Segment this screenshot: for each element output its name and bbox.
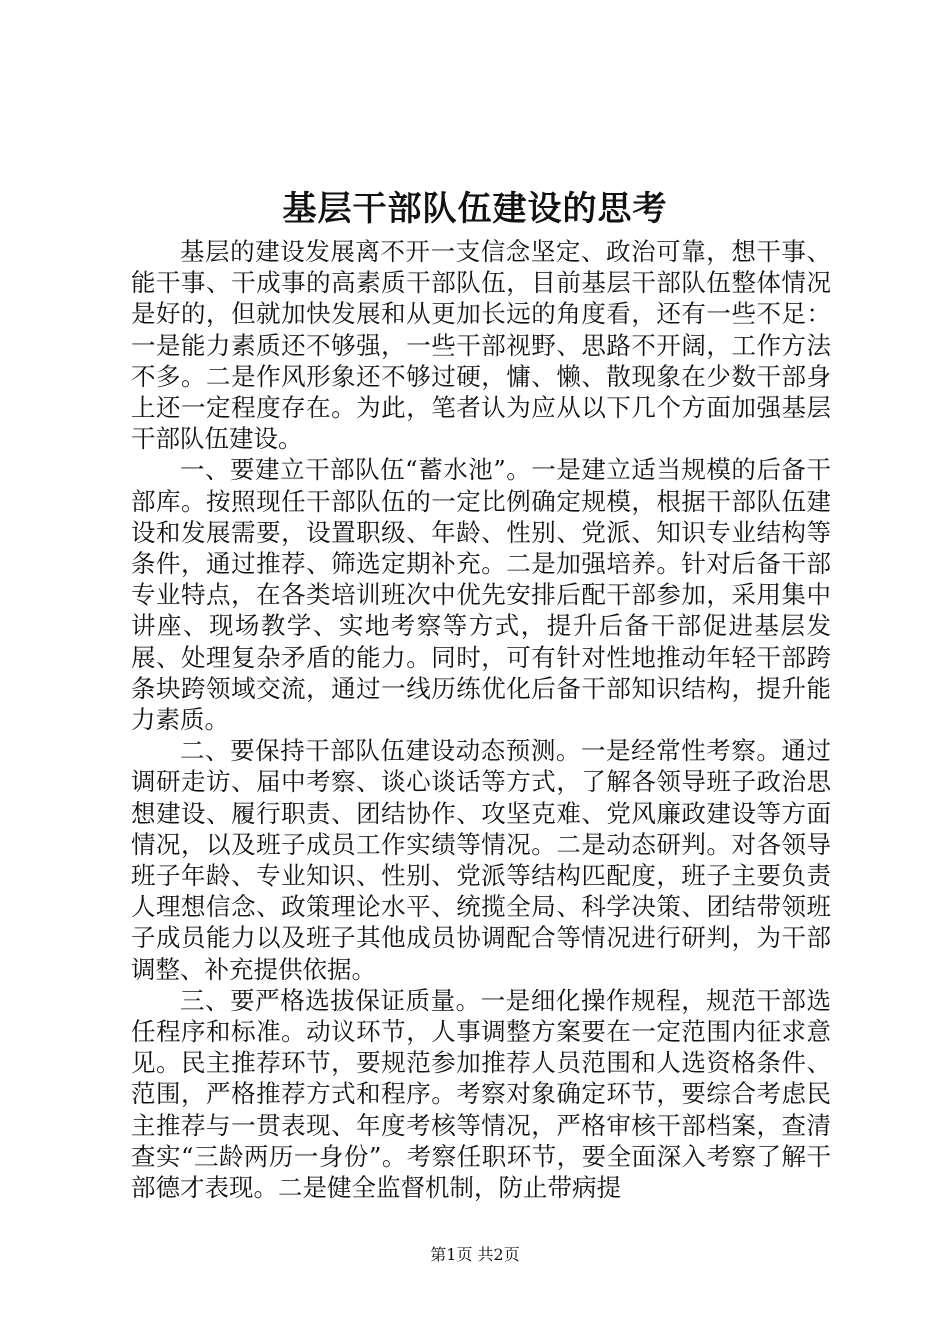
paragraph-section-2: 二、要保持干部队伍建设动态预测。一是经常性考察。通过调研走访、届中考察、谈心谈话等方式，了解各领导班子政治思想建设、履行职责、团结协作、攻坚克难、党风廉政建设等方面情况，以及班子成员工作实绩等情况。二是动态研判。对各领导班子年龄、专业知识、性别、党派等结构匹配度，班子主要负责人理想信念、政策理论水平、统揽全局、科学决策、团结带领班子成员能力以及班子其他成员协调配合等情况进行研判，为干部调整、补充提供依据。 bbox=[131, 736, 831, 984]
document-body bbox=[131, 236, 831, 1203]
paragraph-intro: 基层的建设发展离不开一支信念坚定、政治可靠，想干事、能干事、干成事的高素质干部队伍，目前基层干部队伍整体情况是好的，但就加快发展和从更加长远的角度看，还有一些不足：一是能力素质还不够强，一些干部视野、思路不开阔，工作方法不多。二是作风形象还不够过硬，慵、懒、散现象在少数干部身上还一定程度存在。为此，笔者认为应从以下几个方面加强基层干部队伍建设。 bbox=[131, 237, 831, 454]
page-number-footer: 第1页 共2页 bbox=[430, 1245, 520, 1264]
paragraph-section-1: 一、要建立干部队伍“蓄水池”。一是建立适当规模的后备干部库。按照现任干部队伍的一定比例确定规模，根据干部队伍建设和发展需要，设置职级、年龄、性别、党派、知识专业结构等条件，通过推荐、筛选定期补充。二是加强培养。针对后备干部专业特点，在各类培训班次中优先安排后配干部参加，采用集中讲座、现场教学、实地考察等方式，提升后备干部促进基层发展、处理复杂矛盾的能力。同时，可有针对性地推动年轻干部跨条块跨领域交流，通过一线历练优化后备干部知识结构，提升能力素质。 bbox=[131, 455, 831, 735]
document-title: 基层干部队伍建设的思考 bbox=[282, 189, 668, 229]
paragraph-section-3: 三、要严格选拔保证质量。一是细化操作规程，规范干部选任程序和标准。动议环节，人事调整方案要在一定范围内征求意见。民主推荐环节，要规范参加推荐人员范围和人选资格条件、范围，严格推荐方式和程序。考察对象确定环节，要综合考虑民主推荐与一贯表现、年度考核等情况，严格审核干部档案，查清查实“三龄两历一身份”。考察任职环节，要全面深入考察了解干部德才表现。二是健全监督机制，防止带病提 bbox=[131, 985, 831, 1203]
